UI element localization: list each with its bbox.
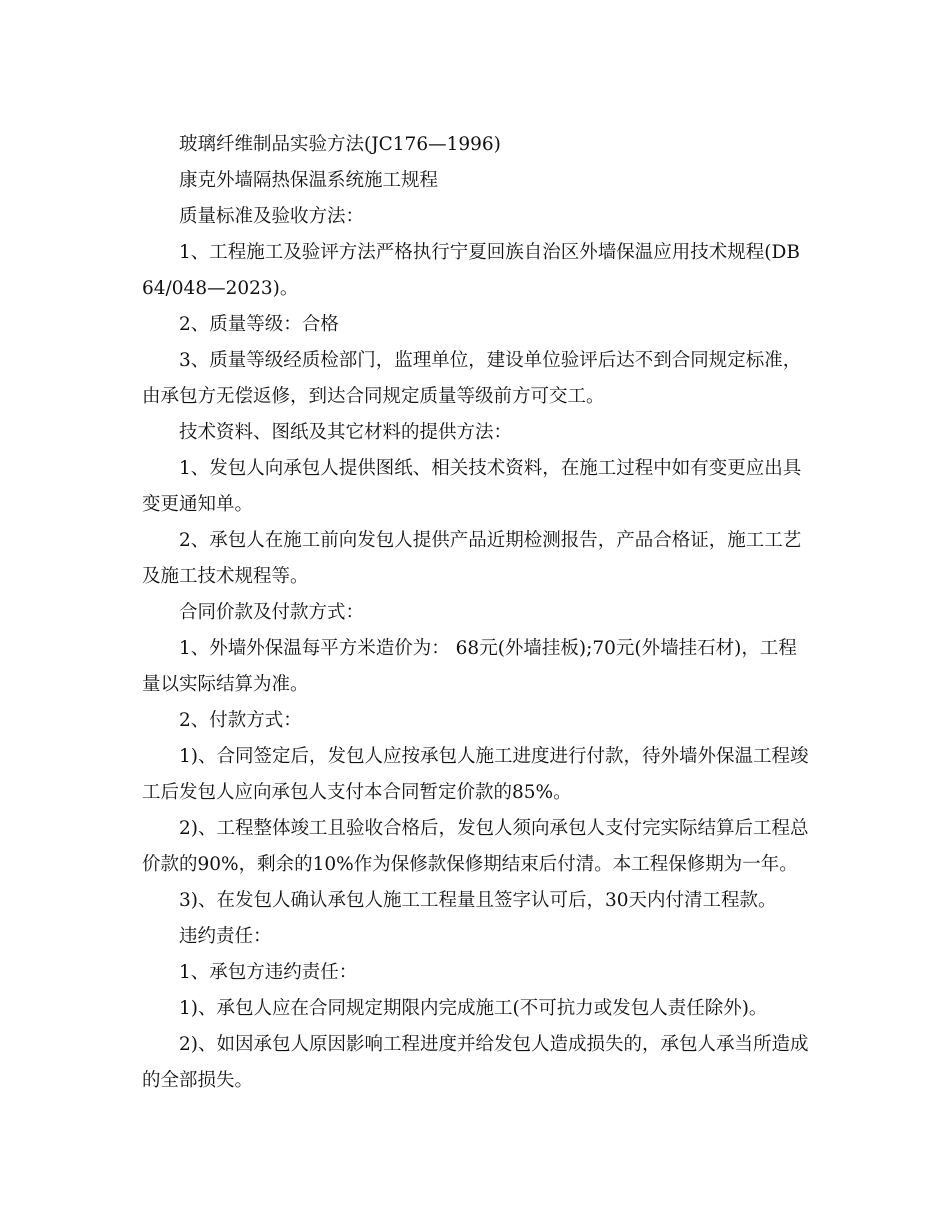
paragraph-quality-1: 1、工程施工及验评方法严格执行宁夏回族自治区外墙保温应用技术规程(DB64/048—2023)。 (142, 242, 800, 299)
paragraph-liability-2: 2)、如因承包人原因影响工程进度并给发包人造成损失的，承包人承当所造成的全部损失。 (142, 1034, 809, 1091)
paragraph-payment-2: 2)、工程整体竣工且验收合格后，发包人须向承包人支付完实际结算后工程总价款的90%，剩余的10%作为保修款保修期结束后付清。本工程保修期为一年。 (142, 818, 809, 875)
paragraph-payment-method: 2、付款方式： (179, 710, 302, 731)
paragraph-contractor-liability: 1、承包方违约责任： (179, 962, 358, 983)
paragraph-price-1: 1、外墙外保温每平方米造价为： 68元(外墙挂板);70元(外墙挂石材)，工程量以实际结算为准。 (142, 638, 797, 695)
paragraph-payment-1: 1)、合同签定后，发包人应按承包人施工进度进行付款，待外墙外保温工程竣工后发包人应向承包人支付本合同暂定价款的85%。 (142, 746, 809, 803)
heading-contract-price: 合同价款及付款方式： (179, 602, 365, 623)
paragraph-quality-2: 2、质量等级：合格 (179, 314, 339, 335)
document-body (142, 127, 810, 1099)
paragraph-test-standard: 玻璃纤维制品实验方法(JC176—1996) (179, 134, 501, 155)
paragraph-liability-1: 1)、承包人应在合同规定期限内完成施工(不可抗力或发包人责任除外)。 (179, 998, 768, 1019)
paragraph-payment-3: 3)、在发包人确认承包人施工工程量且签字认可后，30天内付清工程款。 (179, 890, 777, 911)
paragraph-construction-code: 康克外墙隔热保温系统施工规程 (179, 170, 439, 191)
heading-quality-standard: 质量标准及验收方法： (179, 206, 365, 227)
paragraph-materials-2: 2、承包人在施工前向发包人提供产品近期检测报告，产品合格证，施工工艺及施工技术规程等。 (142, 530, 802, 587)
paragraph-materials-1: 1、发包人向承包人提供图纸、相关技术资料，在施工过程中如有变更应出具变更通知单。 (142, 458, 802, 515)
paragraph-quality-3: 3、质量等级经质检部门，监理单位，建设单位验评后达不到合同规定标准，由承包方无偿返修，到达合同规定质量等级前方可交工。 (142, 350, 802, 407)
heading-technical-materials: 技术资料、图纸及其它材料的提供方法： (179, 422, 513, 443)
heading-breach-liability: 违约责任： (179, 926, 272, 947)
